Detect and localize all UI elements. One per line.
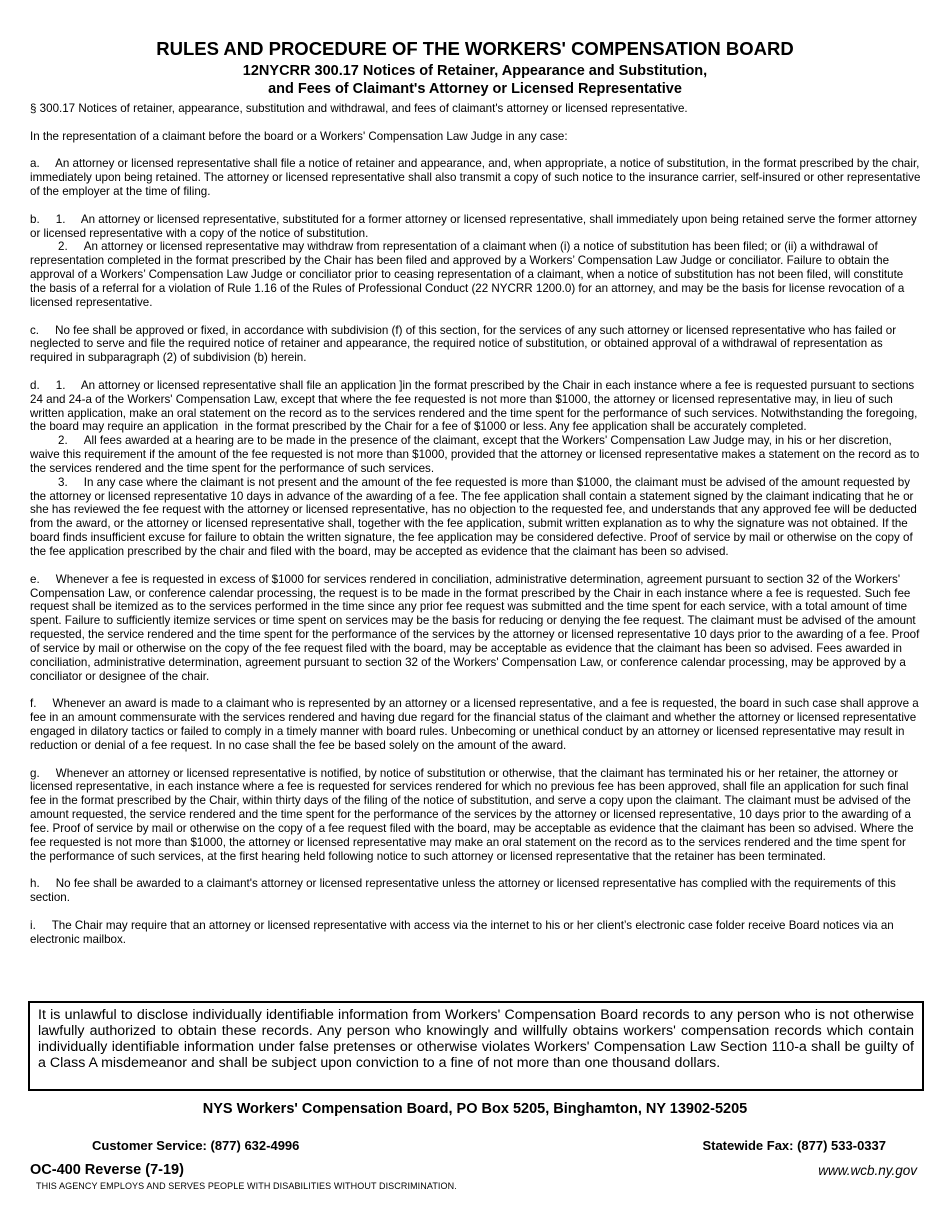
form-identifier: OC-400 Reverse (7-19) <box>30 1162 184 1178</box>
intro-paragraph: In the representation of a claimant before the board or a Workers' Compensation Law Judge in any case: <box>30 129 568 143</box>
paragraph-d1: d. 1. An attorney or licensed representative shall file an application ]in the format prescribed by the Chair in each instance where a fee is requested pursuant to sections 24 and 24-a of the Workers' Compensation Law, except that where the fee requested is not more than $1000, the attorney or licensed representative may, in lieu of such written application, make an oral statement on the record as to the services rendered and the time spent for the performance of such services. Notwithstanding the foregoing, the board may require an application in the format prescribed by the Chair for a fee of $1000 or less. Any fee application shall be accurately completed. <box>30 378 921 434</box>
paragraph-b2-number: 2. <box>58 240 68 254</box>
website-url: www.wcb.ny.gov <box>818 1163 917 1178</box>
paragraph-b2 <box>30 240 922 309</box>
paragraph-b2-text: An attorney or licensed representative may withdraw from representation of a claimant when (i) a notice of substitution has been filed; or (ii) a withdrawal of representation completed in the format prescribed by the Chair has been filed and approved by a Workers’ Compensation Law Judge or conciliator. Failure to obtain the approval of a Workers’ Compensation Law Judge or conciliator prior to ceasing representation of a claimant, when a notice of substitution has not been filed, will constitute the basis of a referral for a violation of Rule 1.16 of the Rules of Professional Conduct (22 NYCRR 1200.0) for an attorney, and may be the basis for license revocation of a licensed representative. <box>30 240 905 309</box>
paragraph-d3-number: 3. <box>58 475 68 489</box>
paragraph-g: g. Whenever an attorney or licensed representative is notified, by notice of substitution or otherwise, that the claimant has terminated his or her retainer, the attorney or licensed representative, in each instance where a fee is requested for services rendered for which no previous fee has been approved, shall file an application for such final fee in the format prescribed by the Chair, within thirty days of the filing of the notice of substitution, and serve a copy upon the claimant. The claimant must be advised of the amount requested, the service rendered and the time spent for the performance of the services by the attorney or licensed representative, 10 days prior to the awarding of a fee. Proof of service by mail or otherwise on the copy of a fee request filed with the board, may be acceptable as evidence that the claimant has been so advised. Where the fee requested is not more than $1000, the attorney or licensed representative may make an oral statement on the record as to the services rendered and the time spent for the performance of such services, at the first hearing held following notice to such attorney or licensed representative that the retainer has been terminated. <box>30 766 917 863</box>
paragraph-d2 <box>30 434 922 476</box>
paragraph-d2-number: 2. <box>58 434 68 448</box>
paragraph-h: h. No fee shall be awarded to a claimant's attorney or licensed representative unless the attorney or licensed representative has complied with the requirements of this section. <box>30 877 900 905</box>
document-title: RULES AND PROCEDURE OF THE WORKERS' COMPENSATION BOARD <box>156 38 794 59</box>
paragraph-d3 <box>30 476 922 559</box>
statewide-fax: Statewide Fax: (877) 533-0337 <box>702 1138 886 1153</box>
board-address: NYS Workers' Compensation Board, PO Box 5205, Binghamton, NY 13902-5205 <box>202 1101 748 1117</box>
paragraph-b1: b. 1. An attorney or licensed representative, substituted for a former attorney or licensed representative, shall immediately upon being retained serve the former attorney or licensed representative with a copy of the notice of substitution. <box>30 212 920 240</box>
customer-service-phone: Customer Service: (877) 632-4996 <box>92 1138 300 1153</box>
paragraph-e: e. Whenever a fee is requested in excess of $1000 for services rendered in conciliation, administrative determination, agreement pursuant to section 32 of the Workers' Compensation Law, or conference calendar processing, the request is to be made in the format prescribed by the Chair in each instance where a fee is requested. Such fee request shall be itemized as to the services performed in the time since any prior fee request was submitted and the time spent for each service, with a total amount of time spent. Failure to sufficiently itemize services or time spent on services may be the basis for reducing or denying the fee request. The claimant must be advised of the amount requested, the service rendered and the time spent for the performance of the services by the attorney or licensed representative 10 days prior to the awarding of a fee. Proof of service by mail or otherwise on the copy of the fee request filed with the board, may be acceptable as evidence that the claimant has been so advised. Fees awarded in conciliation, administrative determination, agreement pursuant to section 32 of the Workers' Compensation Law, or conference calendar processing, may be approved by a conciliator or designee of the chair. <box>30 572 923 683</box>
paragraph-i: i. The Chair may require that an attorney or licensed representative with access via the internet to his or her client’s electronic case folder receive Board notices via an electronic mailbox. <box>30 918 897 946</box>
confidentiality-notice-box: It is unlawful to disclose individually identifiable information from Workers' Compensation Board records to any person who is not otherwise lawfully authorized to obtain these records. Any person who knowingly and willfully obtains workers' compensation records which contain individually identifiable information under false pretenses or otherwise violates Workers' Compensation Law Section 110-a shall be guilty of a Class A misdemeanor and shall be subject upon conviction to a fine of not more than one thousand dollars. <box>28 1001 924 1091</box>
paragraph-c: c. No fee shall be approved or fixed, in accordance with subdivision (f) of this section, for the services of any such attorney or licensed representative who has failed or neglected to serve and file the required notice of retainer and appearance, the required notice of substitution, or obtained approval of a withdrawal of representation as required in subparagraph (2) of subdivision (b) herein. <box>30 323 900 365</box>
rules-body <box>30 102 922 946</box>
document-subtitle-line2: and Fees of Claimant's Attorney or Licensed Representative <box>268 81 682 97</box>
paragraph-d2-text: All fees awarded at a hearing are to be made in the presence of the claimant, except that the Workers' Compensation Law Judge may, in his or her discretion, waive this requirement if the amount of the fee requested is not more than $1000, provided that the attorney or licensed representative makes a statement on the record as to the services rendered and the time spent for the performance of such services. <box>30 434 920 475</box>
section-heading: § 300.17 Notices of retainer, appearance, substitution and withdrawal, and fees of claimant's attorney or licensed representative. <box>30 102 688 115</box>
paragraph-d3-text: In any case where the claimant is not present and the amount of the fee requested is more than $1000, the claimant must be advised of the amount requested by the attorney or licensed representative 10 days in advance of the awarding of a fee. The fee application shall contain a statement signed by the claimant indicating that he or she has reviewed the fee request with the attorney or licensed representative, has no objection to the requested fee, and understands that any approved fee will be deducted from the award, or the attorney or licensed representative shall, together with the fee application, submit written explanation as to why the signature was not obtained. If the board finds insufficient excuse for failure to obtain the written signature, the fee application may be considered defective. Proof of service by mail or otherwise on the copy of the fee application prescribed by the chair and filed with the board, may be accepted as evidence that the claimant has been so advised. <box>30 475 917 558</box>
paragraph-a: a. An attorney or licensed representative shall file a notice of retainer and appearance, and, when appropriate, a notice of substitution, in the format prescribed by the chair, immediately upon being retained. The attorney or licensed representative shall also transmit a copy of such notice to the insurance carrier, self-insured or other representative of the employer at the time of filing. <box>30 157 924 199</box>
nondiscrimination-statement: THIS AGENCY EMPLOYS AND SERVES PEOPLE WITH DISABILITIES WITHOUT DISCRIMINATION. <box>36 1181 457 1191</box>
document-subtitle-line1: 12NYCRR 300.17 Notices of Retainer, Appearance and Substitution, <box>242 63 708 79</box>
paragraph-f: f. Whenever an award is made to a claimant who is represented by an attorney or a licensed representative, and a fee is requested, the board in such case shall approve a fee in an amount commensurate with the services rendered and having due regard for the financial status of the claimant and whether the attorney or licensed representative engaged in dilatory tactics or failed to comply in a timely manner with board rules. Unbecoming or unethical conduct by an attorney or licensed representative may result in reduction or denial of a fee request. In no case shall the fee be based solely on the amount of the award. <box>30 697 922 752</box>
